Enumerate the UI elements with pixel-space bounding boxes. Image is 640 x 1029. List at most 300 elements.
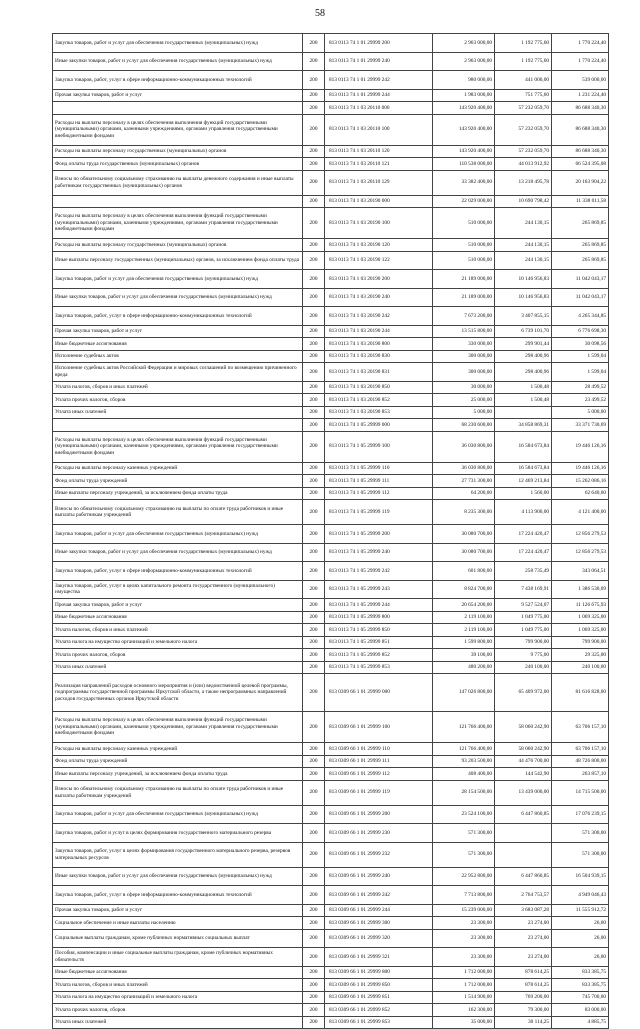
row-name bbox=[53, 102, 303, 115]
table-row bbox=[53, 948, 609, 967]
row-executed-amount: 23 274,00 bbox=[495, 948, 552, 967]
row-name: Иные закупки товаров, работ и услуг для обеспечения государственных (муниципальных) нужд bbox=[53, 288, 303, 307]
row-executed-amount bbox=[495, 406, 552, 419]
row-name: Иные выплаты персоналу государственных (муниципальных) органов, за исключением фонда оплаты труда bbox=[53, 251, 303, 270]
row-classification-code: 813 0113 74 1 05 29999 851 bbox=[325, 636, 433, 649]
row-classification-code: 813 0309 66 1 01 29999 119 bbox=[325, 780, 433, 805]
row-unexecuted-amount: 343 064,51 bbox=[552, 562, 609, 581]
row-classification-code: 813 0309 66 1 01 29999 850 bbox=[325, 979, 433, 992]
row-unexecuted-amount: 1 770 224,40 bbox=[552, 52, 609, 71]
table-row bbox=[53, 195, 609, 208]
row-line-code: 200 bbox=[303, 743, 325, 756]
row-classification-code: 813 0113 74 1 05 29999 112 bbox=[325, 487, 433, 500]
row-line-code: 200 bbox=[303, 979, 325, 992]
row-name: Уплата налогов, сборов и иных платежей bbox=[53, 979, 303, 992]
row-executed-amount: 9 527 524,07 bbox=[495, 599, 552, 612]
row-name: Расходы на выплаты персоналу в целях обеспечения выполнения функций государственными (муниципальными) органами, казенными учреждениями, органами управления государственными внебюджетными фондами bbox=[53, 208, 303, 239]
row-unexecuted-amount: 29 325,00 bbox=[552, 649, 609, 662]
row-classification-code: 813 0113 74 1 05 29999 119 bbox=[325, 500, 433, 525]
row-executed-amount bbox=[495, 842, 552, 867]
row-line-code: 200 bbox=[303, 208, 325, 239]
table-row bbox=[53, 743, 609, 756]
row-unexecuted-amount: 86 688 340,30 bbox=[552, 102, 609, 115]
row-executed-amount: 57 232 059,70 bbox=[495, 102, 552, 115]
row-classification-code: 813 0113 74 1 01 29999 242 bbox=[325, 71, 433, 90]
row-unexecuted-amount: 265 869,85 bbox=[552, 251, 609, 270]
row-unexecuted-amount: 30 098,56 bbox=[552, 338, 609, 351]
row-approved-amount: 8 824 700,00 bbox=[433, 580, 495, 599]
row-classification-code: 813 0113 74 1 03 20190 831 bbox=[325, 363, 433, 382]
row-approved-amount: 13 515 800,00 bbox=[433, 325, 495, 338]
row-unexecuted-amount: 1 599,04 bbox=[552, 350, 609, 363]
table-row bbox=[53, 580, 609, 599]
row-name: Исполнение судебных актов Российской Федерации и мировых соглашений по возмещению причиненного вреда bbox=[53, 363, 303, 382]
row-approved-amount: 2 963 000,00 bbox=[433, 52, 495, 71]
table-row bbox=[53, 363, 609, 382]
row-unexecuted-amount: 20 163 904,22 bbox=[552, 170, 609, 195]
row-approved-amount: 510 000,00 bbox=[433, 251, 495, 270]
row-name: Иные закупки товаров, работ и услуг для обеспечения государственных (муниципальных) нужд bbox=[53, 867, 303, 886]
row-approved-amount: 30 080 700,00 bbox=[433, 525, 495, 544]
row-executed-amount: 44 013 912,92 bbox=[495, 158, 552, 171]
row-approved-amount: 23 300,00 bbox=[433, 917, 495, 930]
row-name: Расходы на выплаты персоналу казенных учреждений bbox=[53, 743, 303, 756]
row-classification-code: 813 0113 74 1 03 20190 240 bbox=[325, 288, 433, 307]
row-executed-amount: 6 447 860,85 bbox=[495, 867, 552, 886]
row-unexecuted-amount: 4 265 344,85 bbox=[552, 307, 609, 326]
row-unexecuted-amount: 15 262 086,16 bbox=[552, 475, 609, 488]
row-line-code: 200 bbox=[303, 239, 325, 252]
row-unexecuted-amount: 17 076 239,15 bbox=[552, 805, 609, 824]
row-unexecuted-amount: 14 715 500,00 bbox=[552, 780, 609, 805]
row-unexecuted-amount: 12 856 279,53 bbox=[552, 525, 609, 544]
row-line-code: 200 bbox=[303, 649, 325, 662]
row-name: Закупка товаров, работ и услуг для обеспечения государственных (муниципальных) нужд bbox=[53, 270, 303, 289]
row-executed-amount: 16 584 673,84 bbox=[495, 462, 552, 475]
row-line-code: 200 bbox=[303, 71, 325, 90]
row-unexecuted-amount: 265 869,85 bbox=[552, 239, 609, 252]
row-classification-code: 813 0113 74 1 05 29999 100 bbox=[325, 431, 433, 462]
row-name: Уплата налогов, сборов и иных платежей bbox=[53, 624, 303, 637]
row-unexecuted-amount: 33 371 730,69 bbox=[552, 419, 609, 432]
row-name: Закупка товаров, работ, услуг в целях капитального ремонта государственного (муниципального) имущества bbox=[53, 580, 303, 599]
row-approved-amount: 36 030 800,00 bbox=[433, 431, 495, 462]
row-executed-amount: 13 439 000,00 bbox=[495, 780, 552, 805]
row-executed-amount: 9 775,00 bbox=[495, 649, 552, 662]
row-unexecuted-amount: 1 069 325,00 bbox=[552, 611, 609, 624]
row-classification-code: 813 0113 74 1 05 29999 852 bbox=[325, 649, 433, 662]
table-row bbox=[53, 755, 609, 768]
table-row bbox=[53, 338, 609, 351]
row-approved-amount: 20 654 200,00 bbox=[433, 599, 495, 612]
table-row bbox=[53, 867, 609, 886]
row-name: Уплата иных платежей bbox=[53, 1016, 303, 1029]
table-row bbox=[53, 824, 609, 843]
row-name: Закупка товаров, работ и услуг в целях формирования государственного материального резерва bbox=[53, 824, 303, 843]
row-executed-amount: 17 224 420,47 bbox=[495, 543, 552, 562]
row-unexecuted-amount: 48 726 800,00 bbox=[552, 755, 609, 768]
table-row bbox=[53, 145, 609, 158]
row-name: Реализация направлений расходов основного мероприятия и (или) ведомственной целевой программы, подпрограммы государственной программы Иркутской области, а также непрограммных направлений расходов государственных органов Иркутской области bbox=[53, 674, 303, 712]
row-line-code: 200 bbox=[303, 562, 325, 581]
row-unexecuted-amount: 833 385,75 bbox=[552, 979, 609, 992]
row-approved-amount: 21 189 000,00 bbox=[433, 288, 495, 307]
row-unexecuted-amount: 571 300,00 bbox=[552, 842, 609, 867]
row-executed-amount: 3 407 855,15 bbox=[495, 307, 552, 326]
row-unexecuted-amount: 4 949 046,43 bbox=[552, 886, 609, 905]
table-row bbox=[53, 929, 609, 948]
row-line-code: 200 bbox=[303, 661, 325, 674]
row-approved-amount: 25 000,00 bbox=[433, 394, 495, 407]
row-unexecuted-amount: 63 706 157,10 bbox=[552, 743, 609, 756]
row-approved-amount: 300 000,00 bbox=[433, 350, 495, 363]
table-row bbox=[53, 325, 609, 338]
row-executed-amount: 1 500,48 bbox=[495, 394, 552, 407]
row-approved-amount: 2 119 100,00 bbox=[433, 611, 495, 624]
table-row bbox=[53, 904, 609, 917]
row-approved-amount: 162 300,00 bbox=[433, 1004, 495, 1017]
row-unexecuted-amount: 263 857,10 bbox=[552, 768, 609, 781]
row-executed-amount: 299 901,44 bbox=[495, 338, 552, 351]
row-classification-code: 813 0309 66 1 01 29999 244 bbox=[325, 904, 433, 917]
table-row bbox=[53, 394, 609, 407]
table-row bbox=[53, 114, 609, 145]
row-executed-amount: 34 858 869,31 bbox=[495, 419, 552, 432]
row-line-code: 200 bbox=[303, 350, 325, 363]
row-approved-amount: 7 713 800,00 bbox=[433, 886, 495, 905]
row-executed-amount: 58 060 242,90 bbox=[495, 712, 552, 743]
row-classification-code: 813 0113 74 1 03 20190 244 bbox=[325, 325, 433, 338]
row-unexecuted-amount: 26,00 bbox=[552, 929, 609, 948]
row-line-code: 200 bbox=[303, 419, 325, 432]
row-executed-amount: 3 683 087,28 bbox=[495, 904, 552, 917]
row-approved-amount: 143 920 400,00 bbox=[433, 102, 495, 115]
row-executed-amount: 1 560,00 bbox=[495, 487, 552, 500]
row-executed-amount: 1 192 775,60 bbox=[495, 52, 552, 71]
row-executed-amount: 13 218 495,78 bbox=[495, 170, 552, 195]
table-row bbox=[53, 979, 609, 992]
row-unexecuted-amount: 799 900,00 bbox=[552, 636, 609, 649]
row-approved-amount: 143 920 400,00 bbox=[433, 114, 495, 145]
row-classification-code: 813 0113 74 1 01 29999 244 bbox=[325, 89, 433, 102]
row-approved-amount: 23 300,00 bbox=[433, 948, 495, 967]
row-approved-amount: 121 766 400,00 bbox=[433, 743, 495, 756]
table-body bbox=[53, 34, 609, 1029]
row-unexecuted-amount: 11 338 011,58 bbox=[552, 195, 609, 208]
row-classification-code: 813 0309 66 1 01 29999 112 bbox=[325, 768, 433, 781]
row-executed-amount: 57 232 059,70 bbox=[495, 114, 552, 145]
row-classification-code: 813 0113 74 1 03 20190 830 bbox=[325, 350, 433, 363]
row-name: Прочая закупка товаров, работ и услуг bbox=[53, 904, 303, 917]
row-unexecuted-amount: 11 126 675,93 bbox=[552, 599, 609, 612]
row-approved-amount: 1 514 900,00 bbox=[433, 991, 495, 1004]
row-classification-code: 813 0113 74 1 01 29999 240 bbox=[325, 52, 433, 71]
table-row bbox=[53, 917, 609, 930]
row-name: Уплата налогов, сборов и иных платежей bbox=[53, 381, 303, 394]
row-classification-code: 813 0113 74 1 05 29999 853 bbox=[325, 661, 433, 674]
row-executed-amount: 58 060 242,90 bbox=[495, 743, 552, 756]
row-unexecuted-amount: 1 231 224,40 bbox=[552, 89, 609, 102]
row-line-code: 200 bbox=[303, 52, 325, 71]
row-unexecuted-amount: 1 599,04 bbox=[552, 363, 609, 382]
row-name: Уплата прочих налогов, сборов bbox=[53, 649, 303, 662]
row-name: Расходы на выплаты персоналу казенных учреждений bbox=[53, 462, 303, 475]
row-line-code: 200 bbox=[303, 431, 325, 462]
row-unexecuted-amount: 86 688 340,30 bbox=[552, 145, 609, 158]
row-line-code: 200 bbox=[303, 145, 325, 158]
table-row bbox=[53, 543, 609, 562]
row-name: Закупка товаров, работ и услуг для обеспечения государственных (муниципальных) нужд bbox=[53, 805, 303, 824]
row-classification-code: 813 0113 74 1 03 20110 121 bbox=[325, 158, 433, 171]
row-approved-amount: 8 235 300,00 bbox=[433, 500, 495, 525]
row-classification-code: 813 0309 66 1 01 29999 300 bbox=[325, 917, 433, 930]
table-row bbox=[53, 208, 609, 239]
row-classification-code: 813 0113 74 1 03 20190 122 bbox=[325, 251, 433, 270]
row-executed-amount: 17 224 420,47 bbox=[495, 525, 552, 544]
row-line-code: 200 bbox=[303, 195, 325, 208]
row-executed-amount: 10 690 798,42 bbox=[495, 195, 552, 208]
row-classification-code: 813 0309 66 1 01 29999 853 bbox=[325, 1016, 433, 1029]
row-classification-code: 813 0309 66 1 01 29999 230 bbox=[325, 824, 433, 843]
row-line-code: 200 bbox=[303, 1004, 325, 1017]
row-executed-amount: 7 438 169,91 bbox=[495, 580, 552, 599]
row-line-code: 200 bbox=[303, 487, 325, 500]
row-approved-amount: 28 154 500,00 bbox=[433, 780, 495, 805]
row-classification-code: 813 0309 66 1 01 29999 800 bbox=[325, 966, 433, 979]
table-row bbox=[53, 52, 609, 71]
table-row bbox=[53, 89, 609, 102]
row-classification-code: 813 0113 74 1 05 29999 243 bbox=[325, 580, 433, 599]
row-approved-amount: 33 382 400,00 bbox=[433, 170, 495, 195]
row-executed-amount: 298 400,96 bbox=[495, 363, 552, 382]
row-name: Социальные выплаты гражданам, кроме публичных нормативных социальных выплат bbox=[53, 929, 303, 948]
row-classification-code: 813 0309 66 1 01 29999 240 bbox=[325, 867, 433, 886]
row-executed-amount: 441 000,00 bbox=[495, 71, 552, 90]
row-executed-amount: 240 100,00 bbox=[495, 661, 552, 674]
row-unexecuted-amount: 6 776 698,30 bbox=[552, 325, 609, 338]
row-approved-amount: 27 731 300,00 bbox=[433, 475, 495, 488]
table-row bbox=[53, 611, 609, 624]
row-name: Закупка товаров, работ, услуг в целях формирования государственного материального резерва, резервов материальных ресурсов bbox=[53, 842, 303, 867]
row-executed-amount: 57 232 059,70 bbox=[495, 145, 552, 158]
row-line-code: 200 bbox=[303, 381, 325, 394]
row-executed-amount: 4 113 900,00 bbox=[495, 500, 552, 525]
table-row bbox=[53, 307, 609, 326]
row-unexecuted-amount: 1 386 530,09 bbox=[552, 580, 609, 599]
row-classification-code: 813 0113 74 1 03 20110 000 bbox=[325, 102, 433, 115]
table-row bbox=[53, 34, 609, 53]
table-row bbox=[53, 270, 609, 289]
row-name: Расходы на выплаты персоналу в целях обеспечения выполнения функций государственными (муниципальными) органами, казенными учреждениями, органами управления государственными внебюджетными фондами bbox=[53, 712, 303, 743]
row-line-code: 200 bbox=[303, 251, 325, 270]
row-classification-code: 813 0309 66 1 01 29999 321 bbox=[325, 948, 433, 967]
table-row bbox=[53, 406, 609, 419]
row-name: Иные закупки товаров, работ и услуг для обеспечения государственных (муниципальных) нужд bbox=[53, 52, 303, 71]
table-row bbox=[53, 525, 609, 544]
table-row bbox=[53, 674, 609, 712]
table-row bbox=[53, 381, 609, 394]
row-name: Закупка товаров, работ, услуг в сфере информационно-коммуникационных технологий bbox=[53, 307, 303, 326]
row-classification-code: 813 0113 74 1 03 20110 120 bbox=[325, 145, 433, 158]
row-unexecuted-amount: 4 121 400,00 bbox=[552, 500, 609, 525]
row-classification-code: 813 0113 74 1 03 20110 129 bbox=[325, 170, 433, 195]
row-classification-code: 813 0113 74 1 05 29999 240 bbox=[325, 543, 433, 562]
table-row bbox=[53, 170, 609, 195]
table-row bbox=[53, 649, 609, 662]
row-approved-amount: 68 230 600,00 bbox=[433, 419, 495, 432]
row-name: Расходы на выплаты персоналу в целях обеспечения выполнения функций государственными (муниципальными) органами, казенными учреждениями, органами управления государственными внебюджетными фондами bbox=[53, 431, 303, 462]
row-executed-amount: 79 300,00 bbox=[495, 1004, 552, 1017]
row-approved-amount: 30 080 700,00 bbox=[433, 543, 495, 562]
row-executed-amount: 244 130,15 bbox=[495, 251, 552, 270]
row-name: Уплата прочих налогов, сборов bbox=[53, 394, 303, 407]
row-name: Пособия, компенсации и иные социальные выплаты гражданам, кроме публичных нормативных обязательств bbox=[53, 948, 303, 967]
table-row bbox=[53, 431, 609, 462]
row-approved-amount: 2 963 000,00 bbox=[433, 34, 495, 53]
table-row bbox=[53, 886, 609, 905]
row-unexecuted-amount: 11 555 912,72 bbox=[552, 904, 609, 917]
row-classification-code: 813 0113 74 1 05 29999 244 bbox=[325, 599, 433, 612]
row-name: Прочая закупка товаров, работ и услуг bbox=[53, 89, 303, 102]
row-name: Фонд оплаты труда учреждений bbox=[53, 475, 303, 488]
row-executed-amount: 23 274,00 bbox=[495, 929, 552, 948]
row-approved-amount: 15 239 000,00 bbox=[433, 904, 495, 917]
row-executed-amount: 244 130,15 bbox=[495, 208, 552, 239]
row-classification-code: 813 0309 66 1 01 29999 320 bbox=[325, 929, 433, 948]
row-line-code: 200 bbox=[303, 867, 325, 886]
row-name: Закупка товаров, работ и услуг для обеспечения государственных (муниципальных) нужд bbox=[53, 525, 303, 544]
row-approved-amount: 22 952 800,00 bbox=[433, 867, 495, 886]
table-row bbox=[53, 475, 609, 488]
row-approved-amount: 1 712 000,00 bbox=[433, 979, 495, 992]
row-classification-code: 813 0113 74 1 01 29999 200 bbox=[325, 34, 433, 53]
row-executed-amount: 769 200,00 bbox=[495, 991, 552, 1004]
row-executed-amount: 878 614,25 bbox=[495, 966, 552, 979]
row-unexecuted-amount: 12 856 279,53 bbox=[552, 543, 609, 562]
row-unexecuted-amount: 539 000,00 bbox=[552, 71, 609, 90]
row-name bbox=[53, 195, 303, 208]
row-classification-code: 813 0113 74 1 03 20190 850 bbox=[325, 381, 433, 394]
row-line-code: 200 bbox=[303, 755, 325, 768]
row-classification-code: 813 0113 74 1 05 29999 110 bbox=[325, 462, 433, 475]
row-executed-amount: 799 900,00 bbox=[495, 636, 552, 649]
row-name: Закупка товаров, работ, услуг в сфере информационно-коммуникационных технологий bbox=[53, 562, 303, 581]
row-line-code: 200 bbox=[303, 712, 325, 743]
row-approved-amount: 22 029 000,00 bbox=[433, 195, 495, 208]
row-approved-amount: 510 000,00 bbox=[433, 239, 495, 252]
row-line-code: 200 bbox=[303, 624, 325, 637]
row-classification-code: 813 0113 74 1 03 20110 100 bbox=[325, 114, 433, 145]
row-line-code: 200 bbox=[303, 599, 325, 612]
row-classification-code: 813 0113 74 1 03 20190 000 bbox=[325, 195, 433, 208]
row-executed-amount: 12 469 213,84 bbox=[495, 475, 552, 488]
row-line-code: 200 bbox=[303, 636, 325, 649]
row-executed-amount: 65 409 972,00 bbox=[495, 674, 552, 712]
row-classification-code: 813 0309 66 1 01 29999 000 bbox=[325, 674, 433, 712]
row-approved-amount: 510 000,00 bbox=[433, 208, 495, 239]
table-row bbox=[53, 661, 609, 674]
row-executed-amount: 1 049 775,00 bbox=[495, 624, 552, 637]
row-line-code: 200 bbox=[303, 102, 325, 115]
row-classification-code: 813 0309 66 1 01 29999 200 bbox=[325, 805, 433, 824]
row-executed-amount: 6 739 101,70 bbox=[495, 325, 552, 338]
row-name: Взносы по обязательному социальному страхованию на выплаты денежного содержания и иные выплаты работникам государственных (муниципальных) органов bbox=[53, 170, 303, 195]
row-line-code: 200 bbox=[303, 543, 325, 562]
row-line-code: 200 bbox=[303, 394, 325, 407]
row-line-code: 200 bbox=[303, 325, 325, 338]
row-executed-amount: 10 146 956,83 bbox=[495, 270, 552, 289]
row-unexecuted-amount: 265 869,85 bbox=[552, 208, 609, 239]
table-row bbox=[53, 251, 609, 270]
row-classification-code: 813 0113 74 1 03 20190 120 bbox=[325, 239, 433, 252]
page-number: 58 bbox=[315, 8, 325, 19]
row-classification-code: 813 0113 74 1 03 20190 852 bbox=[325, 394, 433, 407]
table-row bbox=[53, 966, 609, 979]
row-approved-amount: 980 000,00 bbox=[433, 71, 495, 90]
row-classification-code: 813 0309 66 1 01 29999 232 bbox=[325, 842, 433, 867]
row-approved-amount: 64 200,00 bbox=[433, 487, 495, 500]
row-classification-code: 813 0113 74 1 05 29999 242 bbox=[325, 562, 433, 581]
row-line-code: 200 bbox=[303, 842, 325, 867]
row-classification-code: 813 0113 74 1 05 29999 850 bbox=[325, 624, 433, 637]
row-approved-amount: 571 300,00 bbox=[433, 842, 495, 867]
row-name: Социальное обеспечение и иные выплаты населению bbox=[53, 917, 303, 930]
row-approved-amount: 121 766 400,00 bbox=[433, 712, 495, 743]
row-approved-amount: 147 026 800,00 bbox=[433, 674, 495, 712]
row-approved-amount: 21 189 000,00 bbox=[433, 270, 495, 289]
table-row bbox=[53, 842, 609, 867]
row-name: Закупка товаров, работ, услуг в сфере информационно-коммуникационных технологий bbox=[53, 71, 303, 90]
row-name: Иные закупки товаров, работ и услуг для обеспечения государственных (муниципальных) нужд bbox=[53, 543, 303, 562]
row-line-code: 200 bbox=[303, 406, 325, 419]
row-name: Исполнение судебных актов bbox=[53, 350, 303, 363]
row-approved-amount: 23 524 100,00 bbox=[433, 805, 495, 824]
row-line-code: 200 bbox=[303, 674, 325, 712]
row-approved-amount: 571 300,00 bbox=[433, 824, 495, 843]
table-row bbox=[53, 1004, 609, 1017]
row-unexecuted-amount: 83 000,00 bbox=[552, 1004, 609, 1017]
row-executed-amount: 298 400,96 bbox=[495, 350, 552, 363]
row-unexecuted-amount: 26,00 bbox=[552, 948, 609, 967]
row-line-code: 200 bbox=[303, 917, 325, 930]
row-unexecuted-amount: 1 069 325,00 bbox=[552, 624, 609, 637]
table-row bbox=[53, 768, 609, 781]
row-name: Уплата прочих налогов, сборов bbox=[53, 1004, 303, 1017]
row-executed-amount: 2 764 753,57 bbox=[495, 886, 552, 905]
row-unexecuted-amount: 63 706 157,10 bbox=[552, 712, 609, 743]
row-classification-code: 813 0113 74 1 03 20190 100 bbox=[325, 208, 433, 239]
row-unexecuted-amount: 86 688 340,30 bbox=[552, 114, 609, 145]
row-executed-amount: 44 476 700,00 bbox=[495, 755, 552, 768]
row-line-code: 200 bbox=[303, 886, 325, 905]
table-row bbox=[53, 562, 609, 581]
row-approved-amount: 23 300,00 bbox=[433, 929, 495, 948]
row-unexecuted-amount: 4 885,75 bbox=[552, 1016, 609, 1029]
row-name: Уплата иных платежей bbox=[53, 406, 303, 419]
row-executed-amount: 1 049 775,00 bbox=[495, 611, 552, 624]
row-classification-code: 813 0309 66 1 01 29999 852 bbox=[325, 1004, 433, 1017]
row-unexecuted-amount: 16 504 939,15 bbox=[552, 867, 609, 886]
row-approved-amount: 330 000,00 bbox=[433, 338, 495, 351]
row-name: Иные выплаты персоналу учреждений, за исключением фонда оплаты труда bbox=[53, 768, 303, 781]
row-unexecuted-amount: 19 446 126,16 bbox=[552, 462, 609, 475]
row-executed-amount: 1 192 775,60 bbox=[495, 34, 552, 53]
row-unexecuted-amount: 571 300,00 bbox=[552, 824, 609, 843]
row-classification-code: 813 0113 74 1 03 20190 200 bbox=[325, 270, 433, 289]
row-unexecuted-amount: 11 042 043,17 bbox=[552, 288, 609, 307]
row-unexecuted-amount: 1 770 224,40 bbox=[552, 34, 609, 53]
row-classification-code: 813 0113 74 1 03 20190 800 bbox=[325, 338, 433, 351]
